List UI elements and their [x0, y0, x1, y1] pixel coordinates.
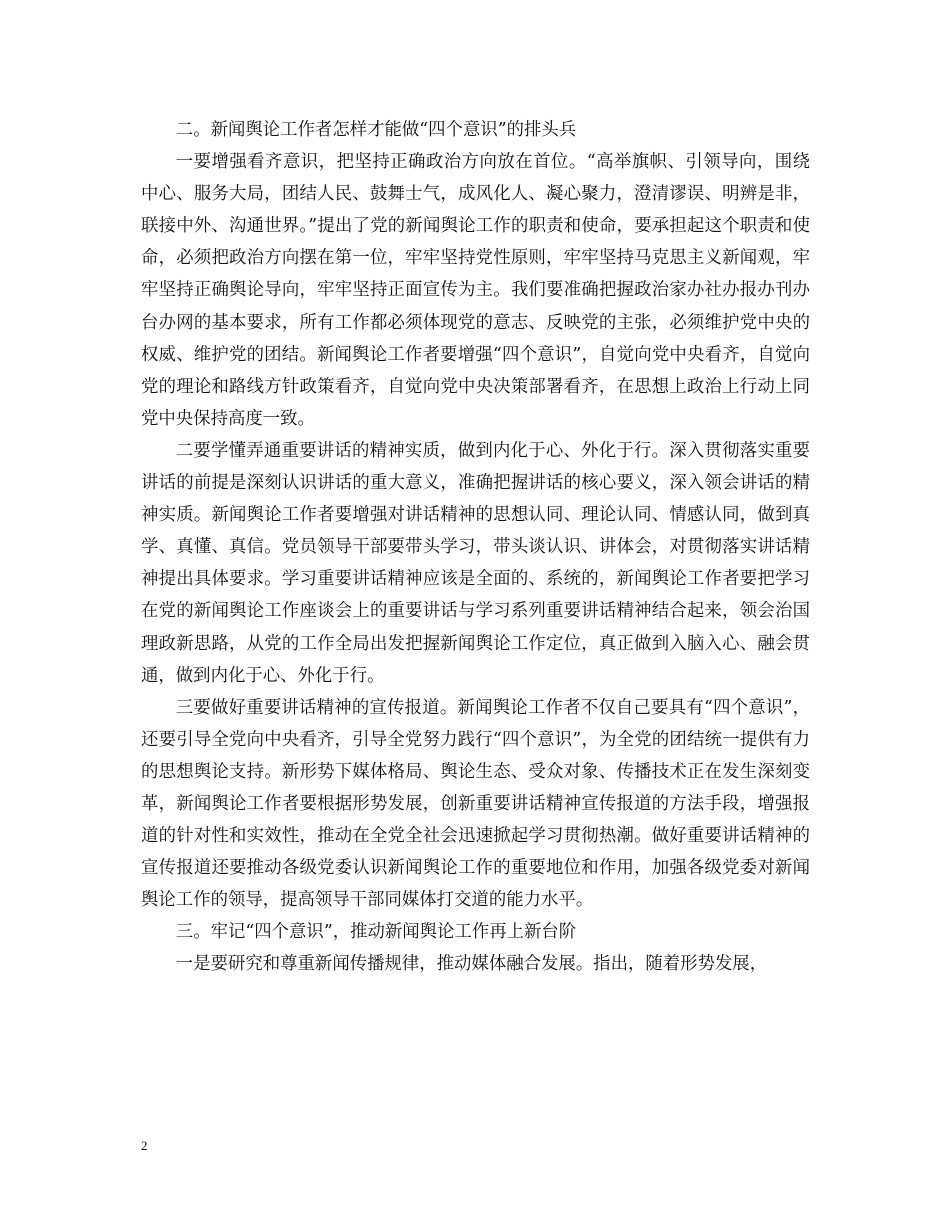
body-paragraph: 二要学懂弄通重要讲话的精神实质，做到内化于心、外化于行。深入贯彻落实重要讲话的前提是深刻认识讲话的重大意义，准确把握讲话的核心要义，深入领会讲话的精神实质。新闻舆论工作者要增强对讲话精神的思想认同、理论认同、情感认同，做到真学、真懂、真信。党员领导干部要带头学习，带头谈认识、讲体会，对贯彻落实讲话精神提出具体要求。学习重要讲话精神应该是全面的、系统的，新闻舆论工作者要把学习在党的新闻舆论工作座谈会上的重要讲话与学习系列重要讲话精神结合起来，领会治国理政新思路，从党的工作全局出发把握新闻舆论工作定位，真正做到入脑入心、融会贯通，做到内化于心、外化于行。	[141, 440, 810, 686]
page-number: 2	[141, 1138, 148, 1153]
body-paragraph: 三要做好重要讲话精神的宣传报道。新闻舆论工作者不仅自己要具有“四个意识”，还要引导全党向中央看齐，引导全党努力践行“四个意识”，为全党的团结统一提供有力的思想舆论支持。新形势下媒体格局、舆论生态、受众对象、传播技术正在发生深刻变革，新闻舆论工作者要根据形势发展，创新重要讲话精神宣传报道的方法手段，增强报道的针对性和实效性，推动在全党全社会迅速掀起学习贯彻热潮。做好重要讲话精神的宣传报道还要推动各级党委认识新闻舆论工作的重要地位和作用，加强各级党委对新闻舆论工作的领导，提高领导干部同媒体打交道的能力水平。	[141, 697, 810, 911]
body-paragraph: 一要增强看齐意识，把坚持正确政治方向放在首位。“高举旗帜、引领导向，围绕中心、服务大局，团结人民、鼓舞士气，成风化人、凝心聚力，澄清谬误、明辨是非，联接中外、沟通世界。”提出了党的新闻舆论工作的职责和使命，要承担起这个职责和使命，必须把政治方向摆在第一位，牢牢坚持党性原则，牢牢坚持马克思主义新闻观，牢牢坚持正确舆论导向，牢牢坚持正面宣传为主。我们要准确把握政治家办社办报办刊办台办网的基本要求，所有工作都必须体现党的意志、反映党的主张，必须维护党中央的权威、维护党的团结。新闻舆论工作者要增强“四个意识”，自觉向党中央看齐，自觉向党的理论和路线方针政策看齐，自觉向党中央决策部署看齐，在思想上政治上行动上同党中央保持高度一致。	[141, 152, 810, 429]
body-paragraph: 一是要研究和尊重新闻传播规律，推动媒体融合发展。指出，随着形势发展，	[175, 954, 768, 975]
document-body	[141, 114, 810, 981]
section-heading-three: 三。牢记“四个意识”，推动新闻舆论工作再上新台阶	[175, 922, 577, 943]
section-heading-two: 二。新闻舆论工作者怎样才能做“四个意识”的排头兵	[175, 120, 577, 140]
